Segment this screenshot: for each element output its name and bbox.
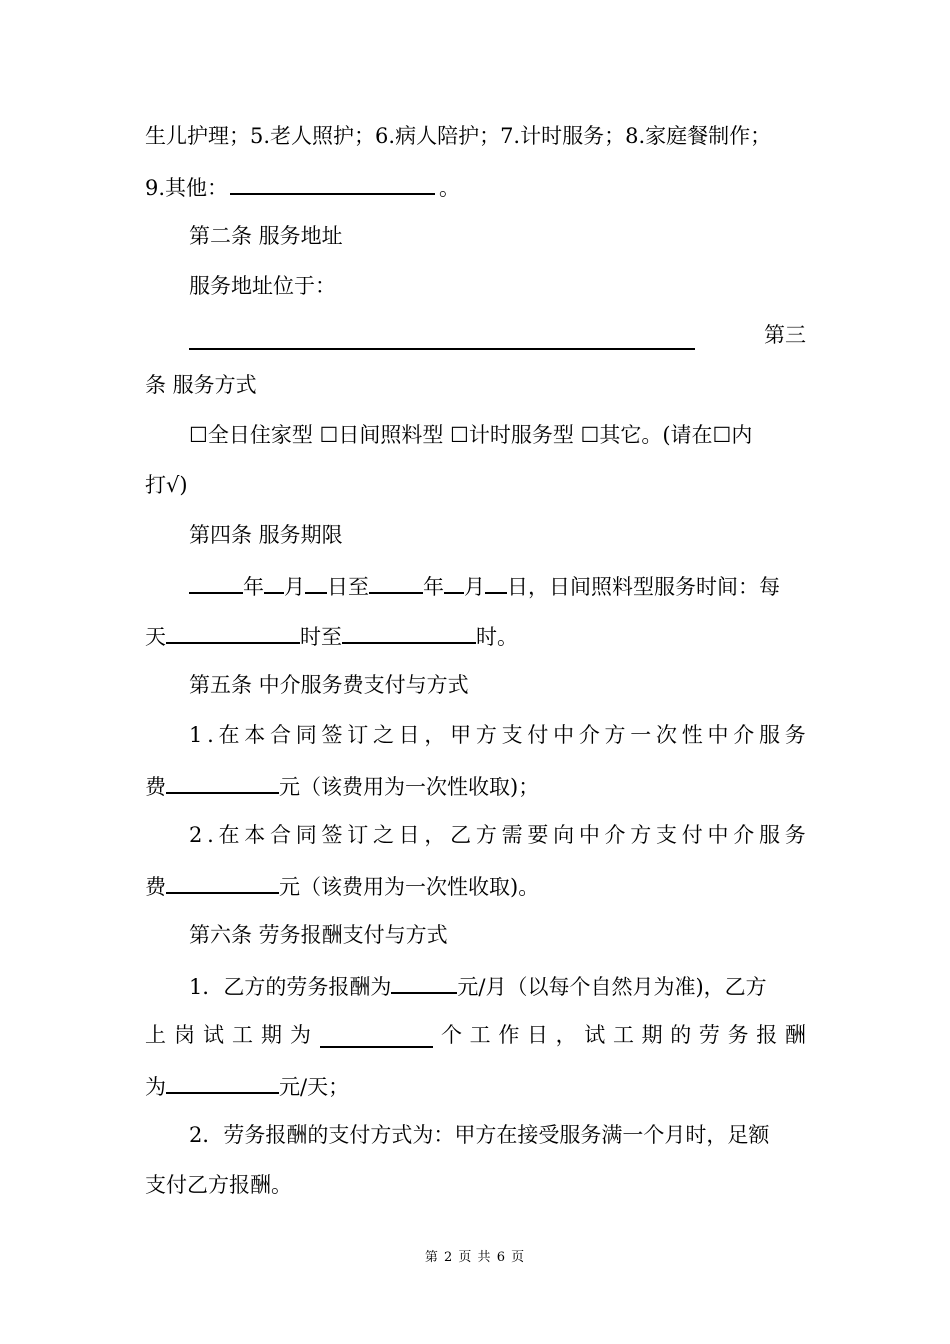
char: 上	[145, 1023, 166, 1047]
char: 在	[218, 723, 240, 747]
char: 方	[475, 823, 497, 847]
char: 本	[244, 823, 266, 847]
article-heading: 条 服务方式	[145, 373, 257, 397]
text-fragment: 年	[423, 575, 444, 599]
fill-blank	[166, 1070, 279, 1094]
char: 为	[290, 1023, 311, 1047]
char: 劳	[698, 1023, 720, 1047]
char: ，	[555, 1023, 577, 1047]
char: 工	[469, 1023, 491, 1047]
char: 工	[232, 1023, 253, 1047]
char: 次	[656, 723, 678, 747]
fill-blank	[166, 870, 279, 894]
fee-line	[145, 870, 539, 900]
text-fragment: 时。	[476, 625, 518, 649]
article-heading: 第二条 服务地址	[189, 224, 343, 248]
char: 期	[641, 1023, 663, 1047]
fill-blank	[485, 570, 507, 594]
other-service-line	[145, 171, 460, 201]
char: 合	[270, 723, 291, 747]
text-fragment: 元/天；	[279, 1075, 350, 1099]
char: 服	[758, 823, 780, 847]
char: 需	[501, 823, 523, 847]
text-line: 服务地址位于：	[189, 274, 336, 298]
justified-line	[189, 820, 806, 850]
text-line: 2．劳务报酬的支付方式为：甲方在接受服务满一个月时，足额	[189, 1123, 770, 1147]
article-heading: 第五条 中介服务费支付与方式	[189, 673, 469, 697]
text-fragment: 第三	[764, 323, 806, 347]
char: 试	[203, 1023, 224, 1047]
justified-line	[189, 720, 806, 750]
fill-blank	[166, 770, 279, 794]
char: 务	[727, 1023, 749, 1047]
char: 甲	[450, 723, 472, 747]
char: 试	[584, 1023, 606, 1047]
text-fragment: 时至	[300, 625, 342, 649]
char: 的	[670, 1023, 692, 1047]
char: .	[207, 723, 214, 747]
char: 向	[553, 823, 575, 847]
text-fragment: 元（该费用为一次性收取)。	[279, 875, 540, 899]
text-fragment: 费	[145, 775, 166, 799]
char: 中	[707, 723, 729, 747]
fill-blank	[264, 570, 284, 594]
char: 要	[527, 823, 549, 847]
trial-period-line	[145, 1020, 806, 1050]
char: 介	[733, 723, 755, 747]
text-line: 支付乙方报酬。	[145, 1173, 292, 1197]
char: 个	[441, 1023, 462, 1047]
char: 支	[656, 823, 678, 847]
justified-fragment	[441, 1020, 806, 1050]
char: 中	[707, 823, 729, 847]
fill-blank	[305, 570, 327, 594]
service-period-line	[189, 570, 780, 600]
char: 介	[733, 823, 755, 847]
char: 岗	[174, 1023, 195, 1047]
char: 订	[347, 723, 369, 747]
char: 报	[756, 1023, 778, 1047]
article-heading: 第六条 劳务报酬支付与方式	[189, 923, 448, 947]
char: 中	[553, 723, 575, 747]
text-fragment: 月	[284, 575, 305, 599]
fill-blank	[391, 970, 457, 994]
text-fragment: 为	[145, 1075, 166, 1099]
char: 之	[372, 723, 394, 747]
fill-blank	[189, 570, 243, 594]
fill-blank	[369, 570, 423, 594]
char: 方	[630, 823, 652, 847]
char: 之	[372, 823, 394, 847]
article-heading: 第四条 服务期限	[189, 523, 343, 547]
fill-blank	[342, 620, 476, 644]
char: 作	[498, 1023, 520, 1047]
char: 同	[295, 823, 317, 847]
fill-blank	[230, 171, 435, 195]
fee-line	[145, 770, 539, 800]
page-number: 第 2 页 共 6 页	[424, 1250, 526, 1265]
char: 支	[501, 723, 523, 747]
char: 酬	[784, 1023, 806, 1047]
char: 付	[527, 723, 549, 747]
char: 日	[398, 723, 420, 747]
address-line	[189, 320, 806, 350]
daily-rate-line	[145, 1070, 349, 1100]
text-fragment: 月	[464, 575, 485, 599]
char: 在	[218, 823, 240, 847]
text-fragment: 元/月（以每个自然月为准)，乙方	[457, 975, 767, 999]
char: 方	[475, 723, 497, 747]
char: 日	[526, 1023, 548, 1047]
remuneration-line	[189, 970, 767, 1000]
char: 订	[347, 823, 369, 847]
text-line: 生儿护理；5.老人照护；6.病人陪护；7.计时服务；8.家庭餐制作；	[145, 124, 772, 148]
char: 同	[295, 723, 317, 747]
char: 日	[398, 823, 420, 847]
char: 一	[630, 723, 652, 747]
char: 签	[321, 823, 343, 847]
text-fragment: 。	[439, 176, 461, 200]
char: ，	[424, 823, 446, 847]
char: 付	[681, 823, 703, 847]
char: 2	[189, 823, 203, 847]
text-fragment: 日至	[327, 575, 369, 599]
fill-blank	[189, 320, 695, 350]
service-type-options: ☐全日住家型 ☐日间照料型 ☐计时服务型 ☐其它。(请在☐内	[189, 423, 753, 447]
text-fragment: 元（该费用为一次性收取)；	[279, 775, 540, 799]
char: 中	[578, 823, 600, 847]
text-fragment: 年	[243, 575, 264, 599]
char: 介	[604, 823, 626, 847]
char: 合	[270, 823, 291, 847]
char: 1	[189, 723, 203, 747]
char: ，	[424, 723, 446, 747]
text-line: 打√)	[145, 473, 188, 497]
justified-fragment	[145, 1020, 311, 1050]
char: 务	[784, 723, 806, 747]
char: 介	[578, 723, 600, 747]
char: 方	[604, 723, 626, 747]
char: 签	[321, 723, 343, 747]
text-fragment: 费	[145, 875, 166, 899]
text-fragment: 日，日间照料型服务时间：每	[507, 575, 780, 599]
char: 本	[244, 723, 266, 747]
text-fragment: 天	[145, 625, 166, 649]
text-fragment: 1．乙方的劳务报酬为	[189, 975, 392, 999]
fill-blank	[320, 1020, 433, 1048]
char: 务	[784, 823, 806, 847]
char: .	[207, 823, 214, 847]
char: 乙	[450, 823, 472, 847]
char: 期	[261, 1023, 282, 1047]
text-fragment: 9.其他：	[145, 176, 229, 200]
char: 工	[612, 1023, 634, 1047]
fill-blank	[166, 620, 300, 644]
char: 服	[758, 723, 780, 747]
char: 性	[681, 723, 703, 747]
service-hours-line	[145, 620, 518, 650]
fill-blank	[444, 570, 464, 594]
